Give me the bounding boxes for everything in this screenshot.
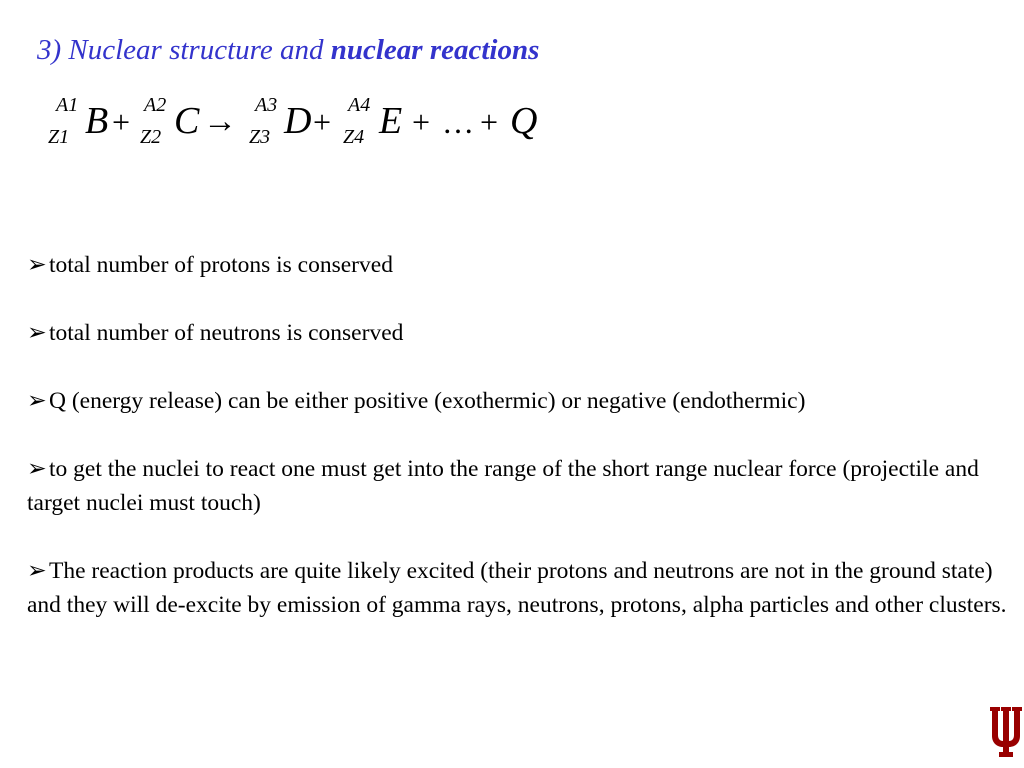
slide-title	[37, 34, 539, 67]
bullet-item	[27, 452, 1017, 520]
arrow-bullet-icon: ➢	[27, 388, 47, 414]
bullet-list	[27, 248, 1017, 656]
bullet-item	[27, 248, 1017, 282]
indiana-university-trident-icon	[986, 705, 1024, 759]
arrow-bullet-icon: ➢	[27, 456, 47, 482]
bullet-item	[27, 316, 1017, 350]
arrow-bullet-icon: ➢	[27, 320, 47, 346]
bullet-text: to get the nuclei to react one must get into the range of the short range nuclear force (projectile and target nuclei must touch)	[27, 456, 979, 516]
bullet-item	[27, 384, 1017, 418]
bullet-text: total number of protons is conserved	[49, 252, 393, 278]
reaction-arrow: →	[203, 103, 237, 140]
bullet-text: Q (energy release) can be either positive (exothermic) or negative (endothermic)	[49, 388, 806, 414]
arrow-bullet-icon: ➢	[27, 252, 47, 278]
ellipsis: …	[442, 104, 474, 140]
term-1-atomic-number: Z1	[48, 126, 70, 148]
title-emphasis: nuclear reactions	[330, 34, 540, 66]
term-1-symbol: B	[85, 100, 109, 142]
title-prefix: 3) Nuclear structure and	[37, 34, 331, 66]
bullet-item	[27, 554, 1017, 622]
bullet-text: The reaction products are quite likely excited (their protons and neutrons are not in the ground state) and they will de-excite by emission of gamma rays, neutrons, protons, alpha particles and other clusters.	[27, 558, 1007, 618]
term-1-mass-number: A1	[56, 94, 79, 116]
term-2-symbol: C	[174, 100, 200, 142]
term-3-atomic-number: Z3	[249, 126, 271, 148]
term-3-mass-number: A3	[255, 94, 278, 116]
plus-sign-4: +	[480, 104, 499, 140]
plus-sign-1: +	[112, 104, 131, 140]
plus-sign-2: +	[313, 104, 332, 140]
term-3-symbol: D	[284, 100, 312, 142]
term-4-symbol: E	[379, 100, 403, 142]
term-2-atomic-number: Z2	[140, 126, 162, 148]
reaction-equation	[48, 88, 568, 158]
term-4-atomic-number: Z4	[343, 126, 365, 148]
arrow-bullet-icon: ➢	[27, 558, 47, 584]
bullet-text: total number of neutrons is conserved	[49, 320, 404, 346]
energy-symbol: Q	[510, 100, 538, 142]
term-4-mass-number: A4	[348, 94, 371, 116]
plus-sign-3: +	[412, 104, 431, 140]
trident-shape	[990, 707, 1022, 757]
term-2-mass-number: A2	[144, 94, 167, 116]
